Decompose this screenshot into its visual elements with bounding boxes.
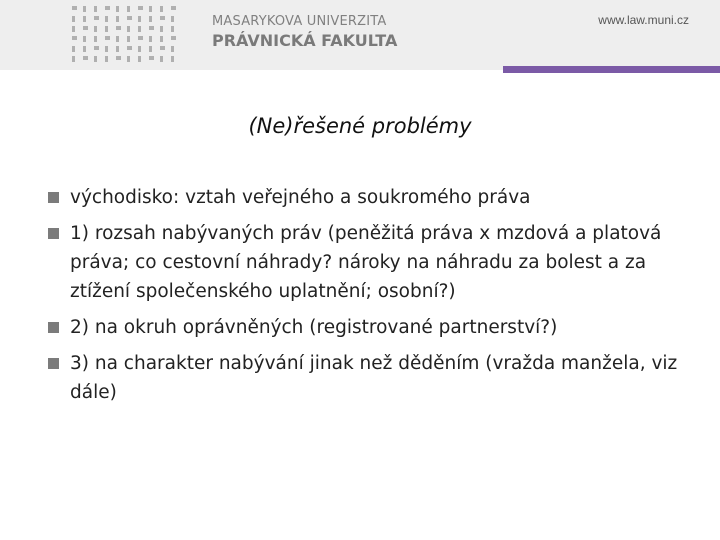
bullet-item	[48, 219, 688, 306]
logo-pattern-mark	[83, 46, 86, 52]
logo-pattern-mark	[116, 16, 119, 22]
logo-pattern-mark	[127, 56, 130, 62]
logo-pattern-mark	[94, 6, 97, 12]
bullet-list	[48, 183, 688, 414]
bullet-item	[48, 313, 688, 342]
logo-pattern-mark	[149, 46, 152, 52]
logo-pattern-mark	[160, 36, 163, 42]
logo-pattern-mark	[72, 16, 75, 22]
logo-pattern-mark	[116, 26, 121, 30]
logo-pattern-mark	[138, 26, 141, 32]
logo-pattern-mark	[138, 46, 141, 52]
logo-pattern-mark	[72, 46, 75, 52]
bullet-square-icon	[48, 322, 59, 333]
logo-pattern-mark	[149, 36, 152, 42]
logo-pattern-mark	[72, 6, 77, 10]
logo-pattern-mark	[105, 46, 108, 52]
logo-pattern-mark	[94, 46, 99, 50]
logo-pattern-mark	[138, 36, 143, 40]
logo-pattern-mark	[83, 56, 88, 60]
logo-pattern-mark	[94, 26, 97, 32]
logo-pattern-mark	[171, 6, 176, 10]
logo-pattern-mark	[149, 56, 154, 60]
logo-pattern-mark	[105, 26, 108, 32]
logo-pattern-mark	[72, 26, 75, 32]
faculty-name: PRÁVNICKÁ FAKULTA	[212, 31, 398, 50]
logo-pattern-mark	[160, 6, 163, 12]
logo-pattern-mark	[160, 16, 165, 20]
logo-pattern-mark	[127, 16, 132, 20]
bullet-text: 1) rozsah nabývaných práv (peněžitá práva x mzdová a platová práva; co cestovní náhrady? nároky na náhradu za bolest a za ztížení společenského uplatnění; osobní?)	[70, 223, 662, 302]
bullet-text: 3) na charakter nabývání jinak než děděním (vražda manžela, viz dále)	[70, 353, 678, 403]
logo-pattern-mark	[127, 46, 132, 50]
logo-pattern-mark	[149, 6, 152, 12]
logo-pattern-mark	[94, 36, 97, 42]
logo-pattern-mark	[116, 36, 119, 42]
logo-pattern-mark	[94, 16, 99, 20]
logo-pattern-mark	[116, 6, 119, 12]
logo-pattern-mark	[171, 46, 174, 52]
logo-pattern-mark	[105, 56, 108, 62]
accent-bar	[503, 66, 720, 73]
logo-pattern-mark	[171, 26, 174, 32]
logo-pattern-mark	[171, 16, 174, 22]
logo-pattern-mark	[149, 16, 152, 22]
logo-pattern-mark	[105, 36, 110, 40]
logo-pattern-mark	[94, 56, 97, 62]
logo-pattern-mark	[160, 26, 163, 32]
logo-pattern-mark	[160, 56, 163, 62]
logo-pattern-mark	[138, 6, 143, 10]
bullet-item	[48, 183, 688, 212]
logo-pattern-mark	[105, 16, 108, 22]
logo-pattern-mark	[83, 16, 86, 22]
logo-pattern-mark	[83, 6, 86, 12]
university-name: MASARYKOVA UNIVERZITA	[212, 14, 387, 29]
logo-pattern-mark	[105, 6, 110, 10]
logo-pattern-mark	[127, 26, 130, 32]
logo-pattern-mark	[116, 56, 121, 60]
logo-pattern-mark	[171, 36, 176, 40]
slide-title: (Ne)řešené problémy	[248, 114, 472, 138]
bullet-text: východisko: vztah veřejného a soukromého práva	[70, 187, 531, 208]
logo-pattern-mark	[72, 36, 77, 40]
university-logo-pattern	[68, 2, 184, 68]
logo-pattern-mark	[171, 56, 174, 62]
bullet-item	[48, 349, 688, 407]
logo-pattern-mark	[116, 46, 119, 52]
logo-pattern-mark	[83, 36, 86, 42]
header-bar	[0, 0, 720, 70]
bullet-square-icon	[48, 228, 59, 239]
logo-pattern-mark	[138, 56, 141, 62]
logo-pattern-mark	[149, 26, 154, 30]
bullet-square-icon	[48, 358, 59, 369]
logo-pattern-mark	[72, 56, 75, 62]
logo-pattern-mark	[138, 16, 141, 22]
logo-pattern-mark	[127, 36, 130, 42]
bullet-text: 2) na okruh oprávněných (registrované partnerství?)	[70, 317, 558, 338]
logo-pattern-mark	[83, 26, 88, 30]
logo-pattern-mark	[160, 46, 165, 50]
logo-pattern-mark	[127, 6, 130, 12]
website-url: www.law.muni.cz	[598, 13, 689, 27]
bullet-square-icon	[48, 192, 59, 203]
